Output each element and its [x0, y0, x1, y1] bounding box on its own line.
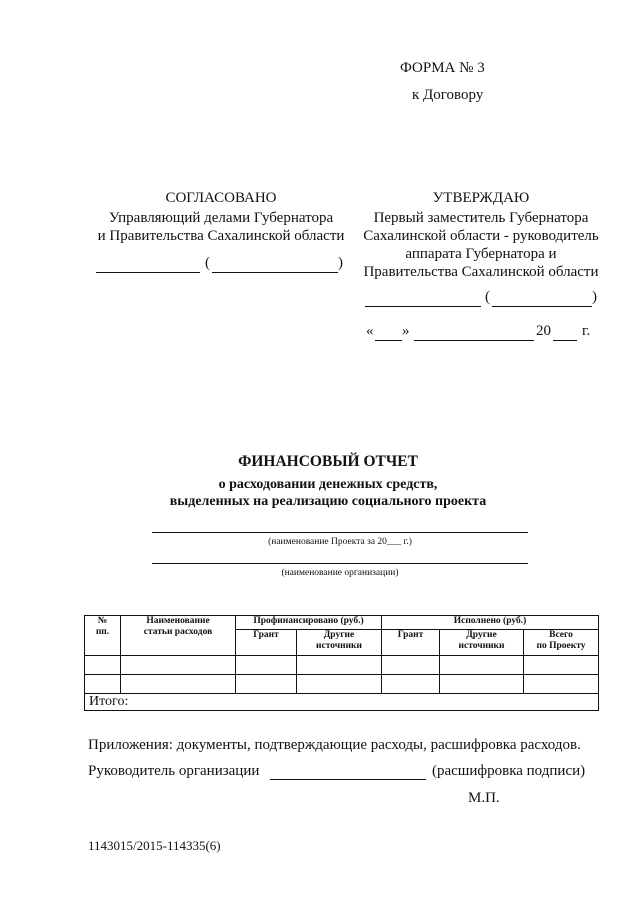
approve-line-2: Сахалинской области - руководитель — [363, 228, 599, 244]
column-group-executed: Исполнено (руб.) — [382, 616, 599, 630]
agreed-signature-line — [96, 272, 200, 273]
approve-name-line — [492, 306, 592, 307]
agreed-paren-close: ) — [338, 255, 343, 271]
report-title: ФИНАНСОВЫЙ ОТЧЕТ — [238, 453, 418, 470]
head-signature-line — [270, 779, 426, 780]
organization-name-line — [152, 563, 528, 564]
column-number-header: № пп. — [85, 616, 121, 656]
date-year-suffix: г. — [582, 323, 591, 339]
column-funded-grant: Грант — [236, 630, 297, 656]
expense-table — [84, 615, 599, 711]
approve-signature-line — [365, 306, 481, 307]
approve-line-4: Правительства Сахалинской области — [363, 264, 599, 280]
table-header-row-1 — [85, 616, 599, 630]
head-of-organization-label: Руководитель организации — [88, 763, 260, 779]
project-name-line — [152, 532, 528, 533]
date-open-quote: « — [366, 323, 374, 339]
total-label: Итого: — [85, 694, 599, 711]
column-executed-total: Всего по Проекту — [524, 630, 599, 656]
form-number: ФОРМА № 3 — [400, 60, 485, 76]
column-funded-other: Другие источники — [297, 630, 382, 656]
date-day-line — [375, 340, 402, 341]
project-name-caption: (наименование Проекта за 20___ г.) — [268, 537, 412, 547]
agreed-paren-open: ( — [205, 255, 210, 271]
agreed-name-line — [212, 272, 338, 273]
approve-paren-close: ) — [592, 289, 597, 305]
date-year-line — [553, 340, 577, 341]
attachments-note: Приложения: документы, подтверждающие расходы, расшифровка расходов. — [88, 737, 581, 753]
approve-line-3: аппарата Губернатора и — [405, 246, 557, 262]
column-group-funded: Профинансировано (руб.) — [236, 616, 382, 630]
report-subtitle-2: выделенных на реализацию социального проекта — [169, 494, 487, 509]
report-subtitle-1: о расходовании денежных средств, — [218, 477, 438, 492]
table-row — [85, 656, 599, 675]
column-expense-name-header: Наименование статьи расходов — [121, 616, 236, 656]
column-executed-grant: Грант — [382, 630, 440, 656]
date-year-prefix: 20 — [536, 323, 551, 339]
approve-paren-open: ( — [485, 289, 490, 305]
agreed-line-2: и Правительства Сахалинской области — [97, 228, 345, 244]
agreed-line-1: Управляющий делами Губернатора — [108, 210, 334, 226]
approve-title: УТВЕРЖДАЮ — [432, 190, 530, 206]
approve-line-1: Первый заместитель Губернатора — [373, 210, 589, 226]
signature-transcript-caption: (расшифровка подписи) — [432, 763, 586, 779]
date-close-quote: » — [402, 323, 410, 339]
table-total-row — [85, 694, 599, 711]
organization-name-caption: (наименование организации) — [281, 568, 399, 578]
stamp-place: М.П. — [468, 790, 500, 806]
agreed-title: СОГЛАСОВАНО — [165, 190, 277, 206]
column-executed-other: Другие источники — [440, 630, 524, 656]
document-code: 1143015/2015-114335(6) — [88, 838, 221, 853]
table-row — [85, 675, 599, 694]
form-reference: к Договору — [412, 87, 484, 103]
date-month-line — [414, 340, 534, 341]
